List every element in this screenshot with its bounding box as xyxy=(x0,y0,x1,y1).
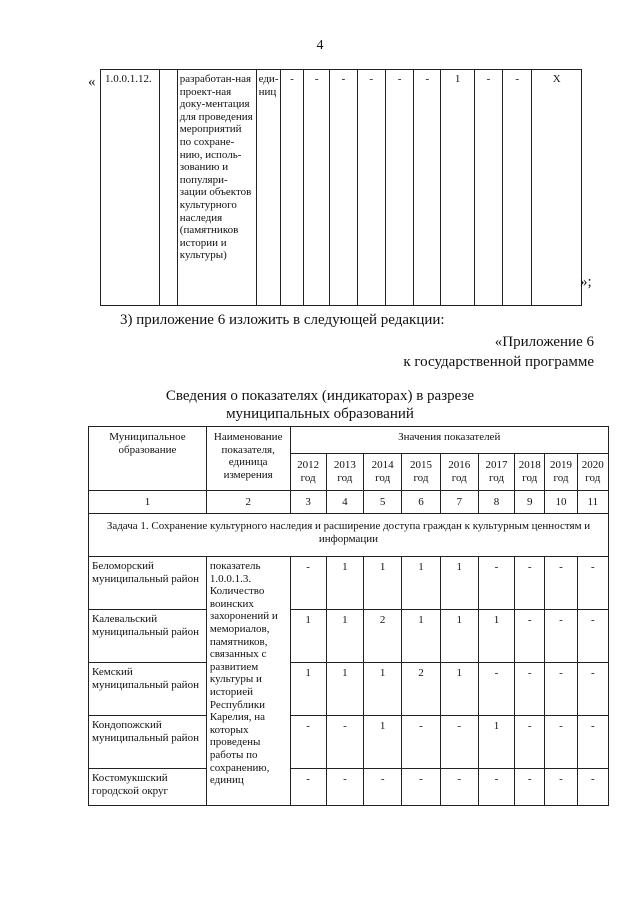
value-cell-last: X xyxy=(532,70,582,306)
indicator-unit: еди-ниц xyxy=(256,70,280,306)
indicators-table xyxy=(88,426,609,806)
value-cell: - xyxy=(290,557,326,610)
amendment-item: 3) приложение 6 изложить в следующей редакции: xyxy=(120,312,445,328)
column-number: 4 xyxy=(326,491,363,514)
value-cell: - xyxy=(326,716,363,769)
appendix-line2: к государственной программе xyxy=(403,354,594,370)
table-title-line1: Сведения о показателях (индикаторах) в разрезе xyxy=(165,388,475,404)
value-cell: - xyxy=(402,769,440,806)
value-cell: - xyxy=(577,557,608,610)
task-row xyxy=(89,514,609,557)
value-cell: - xyxy=(545,557,577,610)
value-cell: - xyxy=(515,557,545,610)
header-municipality: Муниципальное образование xyxy=(89,427,207,491)
year-header: 2012 год xyxy=(290,454,326,491)
value-cell: - xyxy=(290,769,326,806)
value-cell: - xyxy=(515,769,545,806)
value-cell: 1 xyxy=(440,610,478,663)
column-number: 6 xyxy=(402,491,440,514)
header-values: Значения показателей xyxy=(290,427,609,454)
value-cell: - xyxy=(304,70,330,306)
value-cell: 1 xyxy=(440,557,478,610)
year-header: 2014 год xyxy=(364,454,402,491)
value-cell: 2 xyxy=(402,663,440,716)
appendix-heading xyxy=(403,332,594,372)
value-cell: - xyxy=(545,663,577,716)
value-cell: 1 xyxy=(402,610,440,663)
quote-close: »; xyxy=(580,274,592,290)
municipality-name: Калевальский муниципальный район xyxy=(89,610,207,663)
column-number: 2 xyxy=(206,491,290,514)
table-row xyxy=(89,557,609,610)
value-cell: 1 xyxy=(364,663,402,716)
value-cell: 1 xyxy=(326,557,363,610)
year-header: 2019 год xyxy=(545,454,577,491)
value-cell: 1 xyxy=(326,663,363,716)
value-cell: 1 xyxy=(402,557,440,610)
year-header: 2020 год xyxy=(577,454,608,491)
value-cell: - xyxy=(545,716,577,769)
column-number: 8 xyxy=(478,491,514,514)
value-cell: - xyxy=(577,663,608,716)
value-cell: - xyxy=(357,70,385,306)
year-header: 2015 год xyxy=(402,454,440,491)
previous-table-row xyxy=(101,70,582,306)
task-text: Задача 1. Сохранение культурного наследия и расширение доступа граждан к культурным ценностям и информации xyxy=(89,514,609,557)
value-cell: - xyxy=(545,610,577,663)
quote-open: « xyxy=(88,74,96,90)
value-cell: - xyxy=(290,716,326,769)
table-row xyxy=(89,663,609,716)
appendix-line1: «Приложение 6 xyxy=(494,334,594,350)
value-cell: - xyxy=(414,70,441,306)
empty-cell xyxy=(159,70,177,306)
column-number: 5 xyxy=(364,491,402,514)
value-cell: - xyxy=(478,557,514,610)
value-cell: - xyxy=(577,610,608,663)
column-number: 9 xyxy=(515,491,545,514)
value-cell: - xyxy=(503,70,532,306)
value-cell: - xyxy=(474,70,502,306)
page-number: 4 xyxy=(316,38,324,53)
column-number: 11 xyxy=(577,491,608,514)
indicator-code: 1.0.0.1.12. xyxy=(101,70,160,306)
value-cell: - xyxy=(402,716,440,769)
table-title-line2: муниципальных образований xyxy=(226,406,414,422)
value-cell: - xyxy=(515,716,545,769)
column-numbers-row xyxy=(89,491,609,514)
value-cell: - xyxy=(440,769,478,806)
value-cell: - xyxy=(478,663,514,716)
indicator-description: разработан-ная проект-ная доку-ментация для проведения мероприятий по сохране-нию, исполь-зованию и популяри-зации объектов культурного наследия (памятников истории и культуры) xyxy=(177,70,256,306)
year-header: 2016 год xyxy=(440,454,478,491)
value-cell: - xyxy=(326,769,363,806)
table-row xyxy=(89,769,609,806)
column-number: 10 xyxy=(545,491,577,514)
table-header-row xyxy=(89,427,609,454)
value-cell: - xyxy=(385,70,413,306)
table-row xyxy=(89,610,609,663)
value-cell: 1 xyxy=(478,716,514,769)
year-header: 2017 год xyxy=(478,454,514,491)
value-cell: 1 xyxy=(364,716,402,769)
value-cell: - xyxy=(545,769,577,806)
value-cell: 2 xyxy=(364,610,402,663)
value-cell: - xyxy=(577,716,608,769)
table-title xyxy=(0,387,640,423)
value-cell: 1 xyxy=(441,70,474,306)
value-cell: - xyxy=(364,769,402,806)
year-header: 2013 год xyxy=(326,454,363,491)
header-indicator: Наименование показателя, единица измерения xyxy=(206,427,290,491)
value-cell: 1 xyxy=(364,557,402,610)
value-cell: 1 xyxy=(290,663,326,716)
value-cell: 1 xyxy=(326,610,363,663)
year-header: 2018 год xyxy=(515,454,545,491)
indicator-name: показатель 1.0.0.1.3. Количество воинских захоронений и мемориалов, памятников, связанных с развитием культуры и историей Республики Карелия, на которых проведены работы по сохранению, единиц xyxy=(206,557,290,806)
column-number: 3 xyxy=(290,491,326,514)
value-cell: 1 xyxy=(478,610,514,663)
municipality-name: Беломорский муниципальный район xyxy=(89,557,207,610)
table-row xyxy=(89,716,609,769)
value-cell: - xyxy=(515,610,545,663)
municipality-name: Кондопожский муниципальный район xyxy=(89,716,207,769)
value-cell: 1 xyxy=(290,610,326,663)
previous-table-fragment xyxy=(100,69,582,306)
value-cell: - xyxy=(515,663,545,716)
value-cell: - xyxy=(330,70,357,306)
value-cell: - xyxy=(577,769,608,806)
value-cell: - xyxy=(280,70,303,306)
municipality-name: Кемский муниципальный район xyxy=(89,663,207,716)
municipality-name: Костомукшский городской округ xyxy=(89,769,207,806)
column-number: 1 xyxy=(89,491,207,514)
column-number: 7 xyxy=(440,491,478,514)
value-cell: - xyxy=(478,769,514,806)
value-cell: - xyxy=(440,716,478,769)
value-cell: 1 xyxy=(440,663,478,716)
